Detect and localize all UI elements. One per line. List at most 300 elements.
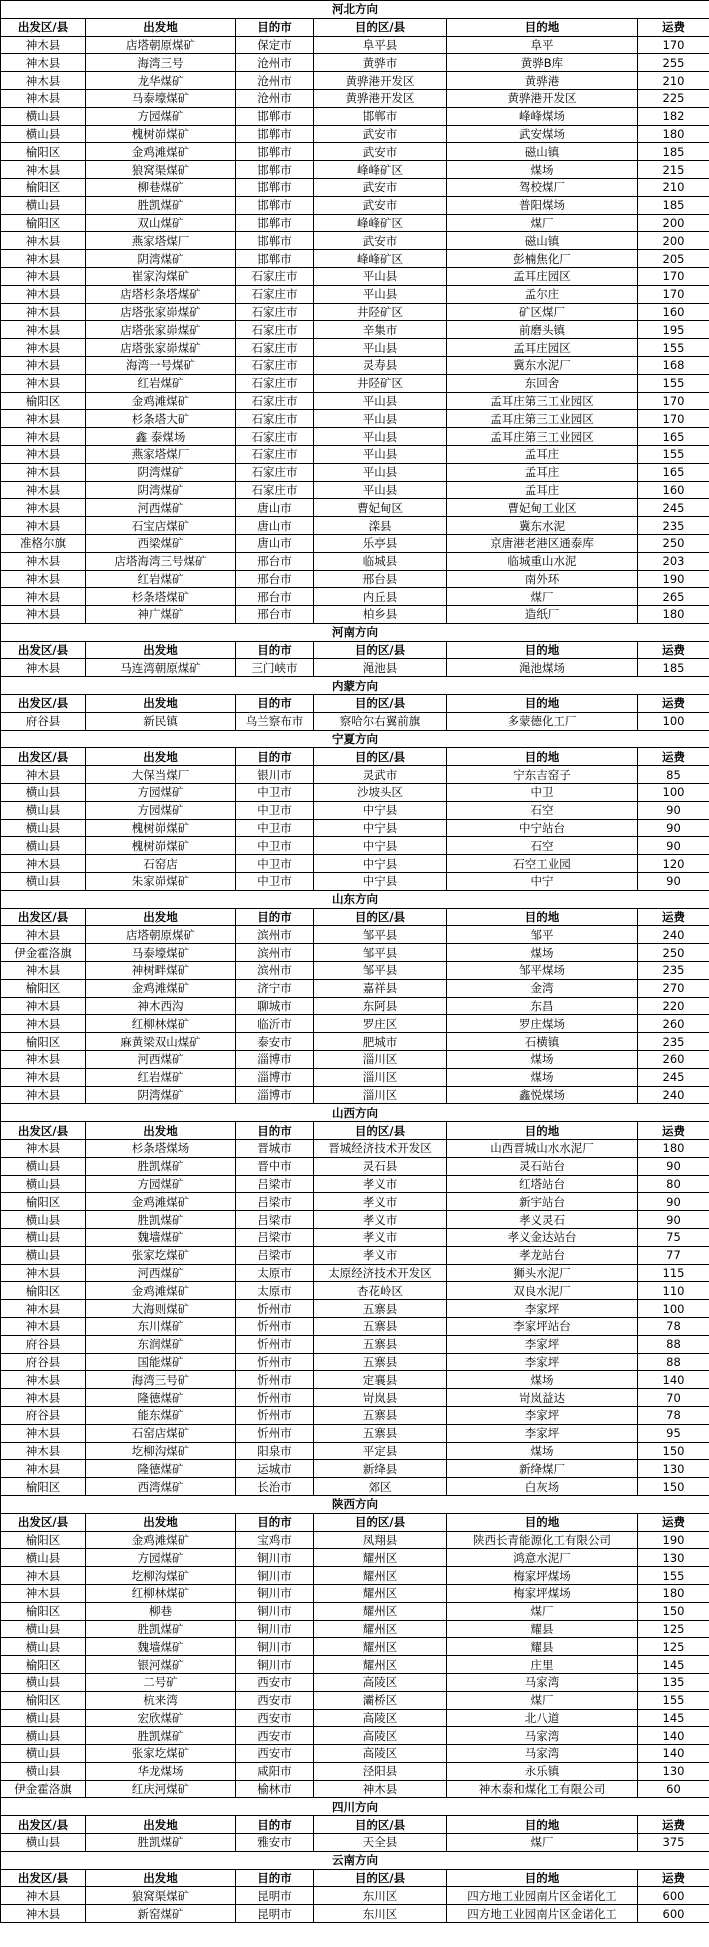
table-cell: 东阿县 [314,997,447,1015]
table-cell: 铜川市 [236,1584,314,1602]
table-cell: 110 [638,1282,709,1300]
table-cell: 黄骅市 [314,54,447,72]
table-row [1,962,709,980]
table-cell: 井陉矿区 [314,303,447,321]
table-cell: 石家庄市 [236,321,314,339]
table-row [1,1282,709,1300]
table-cell: 255 [638,54,709,72]
table-cell: 石家庄市 [236,481,314,499]
table-cell: 神广煤矿 [86,606,236,624]
table-cell: 西安市 [236,1673,314,1691]
table-cell: 邢台市 [236,606,314,624]
table-cell: 神木县 [1,1371,86,1389]
table-row [1,232,709,250]
table-cell: 神木县 [1,570,86,588]
table-cell: 前磨头镇 [447,321,638,339]
table-row [1,944,709,962]
table-row [1,1211,709,1229]
header-row [1,1513,709,1531]
table-cell: 70 [638,1389,709,1407]
table-cell: 五寨县 [314,1317,447,1335]
table-cell: 东回舍 [447,374,638,392]
table-cell: 忻州市 [236,1300,314,1318]
table-cell: 神木县 [1,552,86,570]
table-cell: 平山县 [314,392,447,410]
table-cell: 横山县 [1,819,86,837]
table-cell: 新宇站台 [447,1193,638,1211]
table-cell: 煤场 [447,1051,638,1069]
table-cell: 210 [638,72,709,90]
column-header: 出发区/县 [1,908,86,926]
table-cell: 柳巷煤矿 [86,178,236,196]
table-cell: 槐树峁煤矿 [86,125,236,143]
table-cell: 邯郸市 [236,214,314,232]
column-header: 目的区/县 [314,1816,447,1834]
table-row [1,1531,709,1549]
table-cell: 220 [638,997,709,1015]
table-cell: 横山县 [1,1175,86,1193]
table-cell: 中卫 [447,784,638,802]
table-cell: 滨州市 [236,962,314,980]
table-cell: 东川区 [314,1905,447,1923]
table-cell: 250 [638,534,709,552]
table-row [1,499,709,517]
table-row [1,178,709,196]
table-cell: 孟耳庄 [447,463,638,481]
table-row [1,392,709,410]
header-row [1,1122,709,1140]
table-row [1,1442,709,1460]
table-cell: 180 [638,125,709,143]
table-cell: 海湾一号煤矿 [86,356,236,374]
table-cell: 柏乡县 [314,606,447,624]
table-cell: 马家湾 [447,1727,638,1745]
table-cell: 神木县 [1,89,86,107]
column-header: 出发地 [86,695,236,713]
table-cell: 中宁县 [314,801,447,819]
table-cell: 铜川市 [236,1549,314,1567]
table-row [1,1727,709,1745]
table-cell: 峰峰矿区 [314,250,447,268]
table-cell: 魏墙煤矿 [86,1228,236,1246]
table-cell: 矿区煤厂 [447,303,638,321]
table-cell: 杏花岭区 [314,1282,447,1300]
table-cell: 耀州区 [314,1602,447,1620]
table-cell: 神木县 [1,1015,86,1033]
table-row [1,517,709,535]
table-cell: 邢台市 [236,588,314,606]
table-cell: 神木县 [1,445,86,463]
table-cell: 吕梁市 [236,1175,314,1193]
table-cell: 孟耳庄园区 [447,267,638,285]
column-header: 目的区/县 [314,908,447,926]
table-cell: 90 [638,873,709,891]
table-cell: 耀县 [447,1620,638,1638]
table-cell: 吕梁市 [236,1193,314,1211]
table-cell: 77 [638,1246,709,1264]
table-row [1,1887,709,1905]
table-cell: 张家圪煤矿 [86,1246,236,1264]
table-cell: 145 [638,1656,709,1674]
table-cell: 李家坪 [447,1300,638,1318]
table-cell: 西湾煤矿 [86,1478,236,1496]
table-cell: 武安市 [314,196,447,214]
table-cell: 90 [638,1157,709,1175]
table-row [1,1033,709,1051]
table-cell: 180 [638,1140,709,1158]
table-row [1,1068,709,1086]
header-row [1,1869,709,1887]
table-cell: 85 [638,766,709,784]
table-cell: 店塔海湾三号煤矿 [86,552,236,570]
table-cell: 165 [638,463,709,481]
table-cell: 130 [638,1549,709,1567]
table-cell: 宏欣煤矿 [86,1709,236,1727]
table-cell: 神木县 [1,1086,86,1104]
table-cell: 淄川区 [314,1068,447,1086]
table-cell: 平山县 [314,410,447,428]
table-cell: 200 [638,214,709,232]
table-cell: 李家坪 [447,1353,638,1371]
header-row [1,1816,709,1834]
table-cell: 唐山市 [236,517,314,535]
table-cell: 滨州市 [236,926,314,944]
table-cell: 武安煤场 [447,125,638,143]
table-cell: 140 [638,1371,709,1389]
table-cell: 邯郸市 [236,250,314,268]
table-cell: 160 [638,481,709,499]
table-cell: 曹妃甸区 [314,499,447,517]
table-cell: 平山县 [314,481,447,499]
table-cell: 神木县 [1,766,86,784]
column-header: 目的区/县 [314,1122,447,1140]
table-cell: 邹平县 [314,926,447,944]
table-cell: 182 [638,107,709,125]
table-cell: 90 [638,837,709,855]
table-cell: 200 [638,232,709,250]
table-row [1,1015,709,1033]
table-cell: 五寨县 [314,1353,447,1371]
table-row [1,285,709,303]
table-row [1,1140,709,1158]
table-cell: 高陵区 [314,1709,447,1727]
table-cell: 88 [638,1335,709,1353]
table-cell: 石家庄市 [236,445,314,463]
table-cell: 165 [638,428,709,446]
table-cell: 灵武市 [314,766,447,784]
table-cell: 195 [638,321,709,339]
column-header: 出发区/县 [1,695,86,713]
table-cell: 石窑店煤矿 [86,1424,236,1442]
table-row [1,481,709,499]
table-cell: 125 [638,1620,709,1638]
table-cell: 平山县 [314,267,447,285]
table-row [1,161,709,179]
table-cell: 红柳林煤矿 [86,1015,236,1033]
section-title-row [1,1,709,19]
table-cell: 金鸡滩煤矿 [86,1531,236,1549]
table-cell: 胜凯煤矿 [86,1211,236,1229]
table-cell: 东昌 [447,997,638,1015]
column-header: 目的区/县 [314,641,447,659]
section-title: 内蒙方向 [1,677,709,695]
table-cell: 170 [638,36,709,54]
table-cell: 横山县 [1,1834,86,1852]
column-header: 出发地 [86,1869,236,1887]
table-cell: 吕梁市 [236,1246,314,1264]
table-cell: 五寨县 [314,1424,447,1442]
table-cell: 235 [638,962,709,980]
column-header: 目的市 [236,908,314,926]
table-cell: 180 [638,606,709,624]
table-cell: 渑池煤场 [447,659,638,677]
table-cell: 华龙煤场 [86,1762,236,1780]
table-cell: 三门峡市 [236,659,314,677]
table-row [1,1406,709,1424]
table-cell: 府谷县 [1,712,86,730]
table-row [1,1905,709,1923]
section-title: 山东方向 [1,890,709,908]
table-row [1,1762,709,1780]
table-cell: 多蒙德化工厂 [447,712,638,730]
table-row [1,552,709,570]
table-row [1,1780,709,1798]
table-cell: 吕梁市 [236,1211,314,1229]
table-cell: 孝义市 [314,1175,447,1193]
table-cell: 神木县 [1,659,86,677]
table-cell: 晋城市 [236,1140,314,1158]
table-row [1,1389,709,1407]
column-header: 目的地 [447,695,638,713]
table-cell: 横山县 [1,1246,86,1264]
table-cell: 神木县 [1,267,86,285]
table-cell: 沧州市 [236,54,314,72]
table-cell: 邯郸市 [236,196,314,214]
table-cell: 店塔杉条塔煤矿 [86,285,236,303]
table-cell: 神木县 [1,161,86,179]
table-row [1,1673,709,1691]
table-cell: 狼窝渠煤矿 [86,161,236,179]
table-cell: 海湾三号矿 [86,1371,236,1389]
table-cell: 横山县 [1,1620,86,1638]
table-cell: 孟耳庄 [447,445,638,463]
table-cell: 榆阳区 [1,1282,86,1300]
table-cell: 晋中市 [236,1157,314,1175]
table-cell: 榆阳区 [1,392,86,410]
column-header: 目的市 [236,1816,314,1834]
table-cell: 岢岚益达 [447,1389,638,1407]
table-cell: 孝义市 [314,1193,447,1211]
table-cell: 沧州市 [236,89,314,107]
table-cell: 普阳煤场 [447,196,638,214]
table-cell: 杉条塔大矿 [86,410,236,428]
table-cell: 高陵区 [314,1727,447,1745]
column-header: 运费 [638,748,709,766]
table-cell: 100 [638,712,709,730]
table-cell: 煤厂 [447,1834,638,1852]
table-cell: 75 [638,1228,709,1246]
table-cell: 邯郸市 [236,232,314,250]
table-cell: 神木县 [314,1780,447,1798]
table-cell: 石家庄市 [236,392,314,410]
table-row [1,1193,709,1211]
table-cell: 横山县 [1,1157,86,1175]
table-cell: 淄博市 [236,1086,314,1104]
table-cell: 榆阳区 [1,1531,86,1549]
table-cell: 李家坪站台 [447,1317,638,1335]
table-cell: 石家庄市 [236,374,314,392]
table-row [1,339,709,357]
table-cell: 中宁县 [314,837,447,855]
header-row [1,18,709,36]
table-cell: 燕家塔煤厂 [86,445,236,463]
table-row [1,463,709,481]
table-cell: 煤厂 [447,1602,638,1620]
table-cell: 陕西长青能源化工有限公司 [447,1531,638,1549]
table-cell: 四方地工业园南片区金诺化工 [447,1905,638,1923]
table-row [1,1620,709,1638]
table-cell: 庄里 [447,1656,638,1674]
table-cell: 鑫 泰煤场 [86,428,236,446]
table-cell: 孝义市 [314,1228,447,1246]
table-cell: 辛集市 [314,321,447,339]
table-cell: 190 [638,1531,709,1549]
table-row [1,1834,709,1852]
table-cell: 孟耳庄第三工业园区 [447,428,638,446]
table-cell: 185 [638,196,709,214]
table-cell: 忻州市 [236,1389,314,1407]
table-cell: 神木县 [1,1051,86,1069]
table-cell: 马家湾 [447,1745,638,1763]
header-row [1,641,709,659]
table-cell: 耀州区 [314,1567,447,1585]
table-cell: 260 [638,1015,709,1033]
table-cell: 215 [638,161,709,179]
table-cell: 100 [638,1300,709,1318]
section-title-row [1,730,709,748]
table-row [1,766,709,784]
section-title-row [1,890,709,908]
table-cell: 方园煤矿 [86,1549,236,1567]
table-cell: 红庆河煤矿 [86,1780,236,1798]
table-cell: 神木县 [1,374,86,392]
table-row [1,1246,709,1264]
section-title-row [1,623,709,641]
table-cell: 马泰壕煤矿 [86,89,236,107]
table-row [1,606,709,624]
table-row [1,1264,709,1282]
table-row [1,267,709,285]
table-cell: 罗庄煤场 [447,1015,638,1033]
table-cell: 神木西沟 [86,997,236,1015]
table-cell: 185 [638,659,709,677]
table-cell: 淄博市 [236,1068,314,1086]
table-cell: 红岩煤矿 [86,374,236,392]
table-cell: 冀东水泥厂 [447,356,638,374]
table-row [1,1051,709,1069]
table-cell: 神木县 [1,1584,86,1602]
table-cell: 阳泉市 [236,1442,314,1460]
table-cell: 神木县 [1,72,86,90]
table-row [1,588,709,606]
table-cell: 神木县 [1,410,86,428]
table-cell: 140 [638,1745,709,1763]
table-cell: 神木县 [1,1068,86,1086]
column-header: 出发区/县 [1,748,86,766]
table-cell: 中卫市 [236,784,314,802]
table-cell: 黄骅港开发区 [447,89,638,107]
table-cell: 临城重山水泥 [447,552,638,570]
table-cell: 神木县 [1,499,86,517]
table-cell: 邢台市 [236,552,314,570]
table-cell: 煤场 [447,1371,638,1389]
table-cell: 峰峰矿区 [314,161,447,179]
table-cell: 神木县 [1,1887,86,1905]
column-header: 目的区/县 [314,748,447,766]
table-cell: 乐亭县 [314,534,447,552]
table-row [1,1300,709,1318]
table-cell: 大海则煤矿 [86,1300,236,1318]
table-cell: 90 [638,1193,709,1211]
column-header: 出发地 [86,1122,236,1140]
table-cell: 145 [638,1709,709,1727]
table-row [1,1656,709,1674]
table-cell: 神木县 [1,463,86,481]
table-cell: 灞桥区 [314,1691,447,1709]
table-cell: 横山县 [1,1638,86,1656]
table-cell: 神木县 [1,232,86,250]
table-cell: 方园煤矿 [86,1175,236,1193]
table-cell: 方园煤矿 [86,784,236,802]
table-cell: 唐山市 [236,534,314,552]
table-cell: 冀东水泥 [447,517,638,535]
table-cell: 店塔朝原煤矿 [86,926,236,944]
section-title-row [1,1798,709,1816]
table-cell: 张家圪煤矿 [86,1745,236,1763]
table-cell: 沙坡头区 [314,784,447,802]
table-cell: 高陵区 [314,1745,447,1763]
table-cell: 245 [638,499,709,517]
table-cell: 狼窝渠煤矿 [86,1887,236,1905]
table-cell: 石空 [447,837,638,855]
table-cell: 李家坪 [447,1335,638,1353]
table-cell: 店塔张家峁煤矿 [86,339,236,357]
table-cell: 忻州市 [236,1317,314,1335]
table-cell: 石窑店 [86,855,236,873]
table-row [1,1691,709,1709]
table-cell: 西安市 [236,1709,314,1727]
table-row [1,1175,709,1193]
column-header: 目的地 [447,748,638,766]
table-body [1,1,709,1923]
column-header: 目的市 [236,1513,314,1531]
table-cell: 彭楠焦化厂 [447,250,638,268]
table-cell: 平山县 [314,339,447,357]
table-cell: 咸阳市 [236,1762,314,1780]
table-cell: 西梁煤矿 [86,534,236,552]
table-row [1,659,709,677]
section-title: 宁夏方向 [1,730,709,748]
table-cell: 神木县 [1,303,86,321]
table-cell: 中卫市 [236,855,314,873]
table-cell: 煤厂 [447,588,638,606]
table-cell: 石家庄市 [236,356,314,374]
table-cell: 横山县 [1,784,86,802]
table-row [1,979,709,997]
table-cell: 孝义灵石 [447,1211,638,1229]
table-cell: 邯郸市 [236,178,314,196]
table-cell: 西安市 [236,1691,314,1709]
